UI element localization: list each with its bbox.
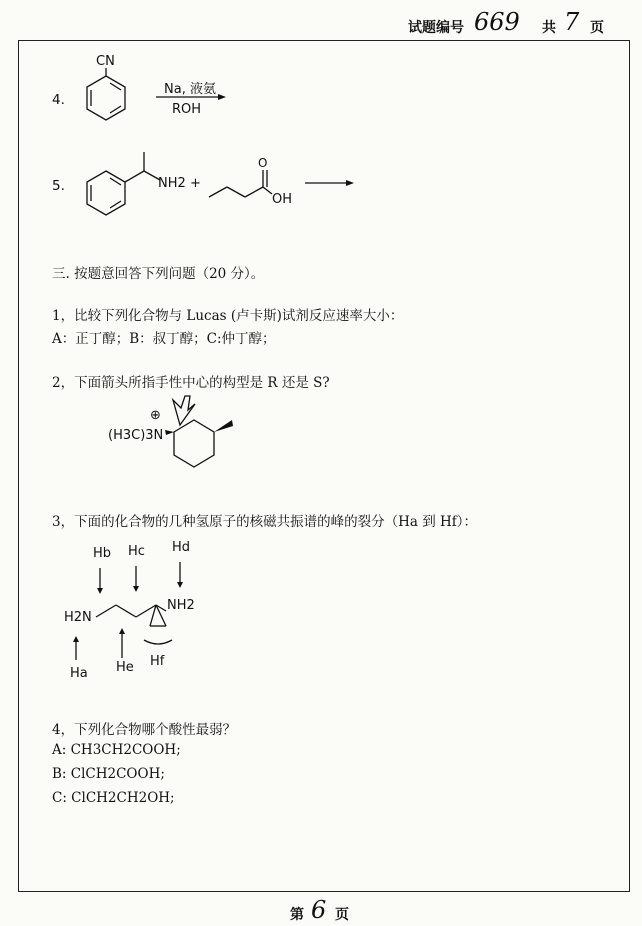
question-3-label-hc: Hc — [128, 544, 145, 559]
reaction-4-reagent-bottom: ROH — [172, 102, 202, 117]
question-3-label-hb: Hb — [93, 546, 112, 561]
reaction-4-number: 4. — [52, 92, 65, 108]
question-3-label-h2n: H2N — [64, 610, 92, 625]
question-3-label-ha: Ha — [70, 666, 88, 681]
footer-page-suffix: 页 — [335, 907, 349, 923]
question-4-option-a: A: CH3CH2COOH; — [52, 742, 181, 758]
reaction-5-number: 5. — [52, 178, 65, 194]
question-3-text: 3，下面的化合物的几种氢原子的核磁共振谱的峰的裂分（Ha 到 Hf）： — [52, 514, 478, 530]
reaction-4-reagent-top: Na, 液氨 — [164, 82, 216, 97]
total-pages-suffix: 页 — [590, 20, 604, 36]
question-4-text: 4，下列化合物哪个酸性最弱？ — [52, 722, 237, 738]
reaction-5-carbonyl-o: O — [258, 156, 268, 170]
reaction-5-amine-label: NH2 — [158, 176, 186, 191]
total-pages-prefix: 共 — [542, 20, 556, 36]
question-3-label-nh2: NH2 — [167, 598, 195, 613]
exam-code-label: 试题编号 — [408, 20, 464, 36]
question-4-option-b: B: ClCH2COOH; — [52, 766, 165, 782]
reaction-5-acid-oh: OH — [272, 192, 293, 207]
footer-page-number: 6 — [311, 896, 327, 924]
question-2-text: 2，下面箭头所指手性中心的构型是 R 还是 S? — [52, 375, 330, 391]
question-3-label-he: He — [116, 660, 134, 675]
question-1-text: 1，比较下列化合物与 Lucas (卢卡斯)试剂反应速率大小： — [52, 308, 404, 324]
question-3-label-hf: Hf — [150, 654, 165, 669]
question-1-options: A：正丁醇；B：叔丁醇；C:仲丁醇； — [52, 331, 276, 347]
question-3-label-hd: Hd — [172, 540, 191, 555]
question-2-charge: ⊕ — [150, 408, 161, 423]
footer-page-prefix: 第 — [290, 907, 304, 923]
question-2-group-label: (H3C)3N — [108, 428, 164, 443]
question-4-option-c: C: ClCH2CH2OH; — [52, 790, 175, 806]
reaction-4-cn-label: CN — [96, 54, 115, 69]
total-pages-value: 7 — [564, 8, 580, 36]
reaction-5-plus: + — [190, 176, 201, 191]
section-title: 三. 按题意回答下列问题（20 分）。 — [52, 266, 265, 282]
exam-code-value: 669 — [474, 8, 520, 36]
